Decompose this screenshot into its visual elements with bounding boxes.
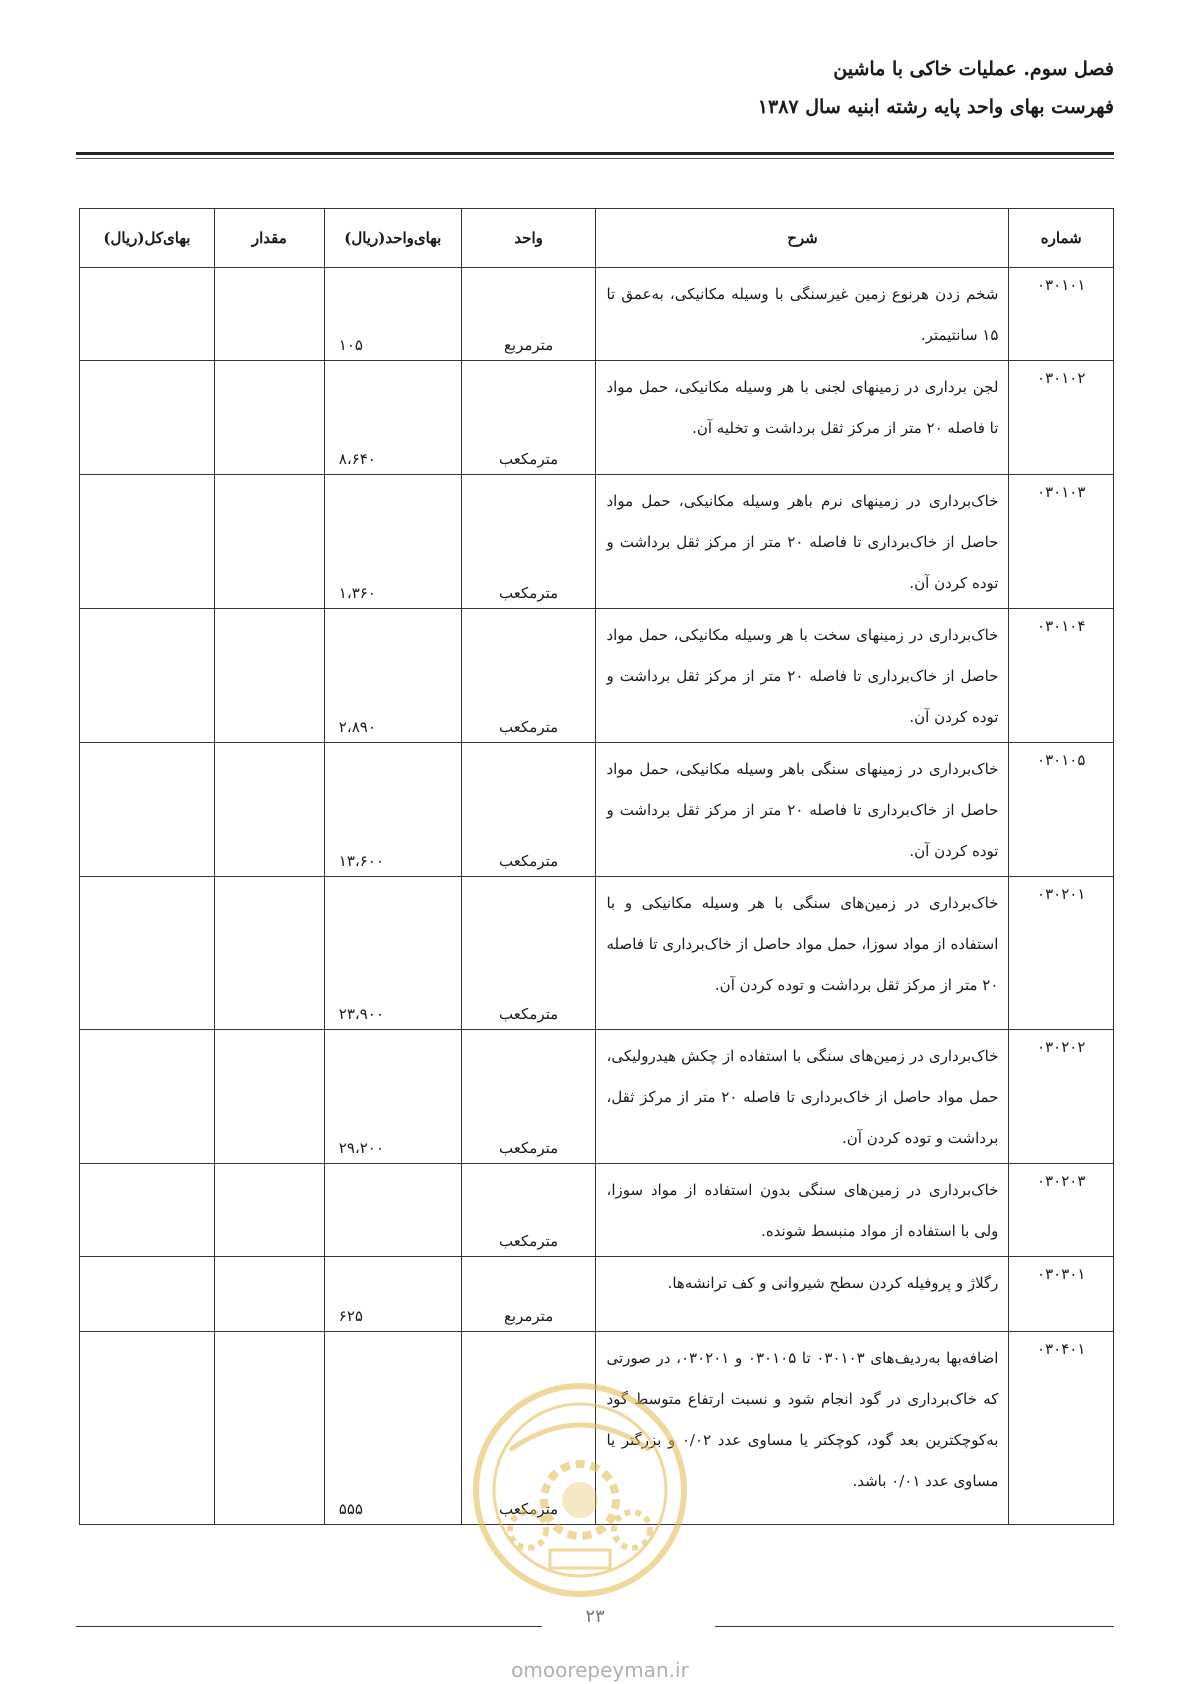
item-unit: مترمکعب bbox=[461, 475, 596, 609]
item-unit: مترمکعب bbox=[461, 877, 596, 1030]
footer-rule-right bbox=[715, 1626, 1114, 1627]
document-subtitle: فهرست بهای واحد پایه رشته ابنیه سال ۱۳۸۷ bbox=[757, 96, 1114, 118]
header-code: شماره bbox=[1009, 209, 1114, 268]
header-quantity: مقدار bbox=[214, 209, 324, 268]
site-watermark-text: omoorepeyman.ir bbox=[511, 1658, 689, 1682]
item-unit-price: ۲۹،۲۰۰ bbox=[324, 1030, 461, 1164]
item-total bbox=[80, 475, 215, 609]
item-quantity bbox=[214, 877, 324, 1030]
item-quantity bbox=[214, 1164, 324, 1257]
item-quantity bbox=[214, 1257, 324, 1332]
item-quantity bbox=[214, 609, 324, 743]
item-description: لجن برداری در زمینهای لجنی با هر وسیله مکانیکی، حمل مواد تا فاصله ۲۰ متر از مرکز ثقل برداشت و تخلیه آن. bbox=[596, 361, 1009, 475]
item-code: ۰۳۰۲۰۳ bbox=[1009, 1164, 1114, 1257]
item-total bbox=[80, 361, 215, 475]
item-code: ۰۳۰۱۰۴ bbox=[1009, 609, 1114, 743]
table-row bbox=[80, 268, 1114, 361]
item-quantity bbox=[214, 361, 324, 475]
item-quantity bbox=[214, 743, 324, 877]
item-description: خاک‌برداری در زمینهای سخت با هر وسیله مکانیکی، حمل مواد حاصل از خاک‌برداری تا فاصله ۲۰ متر از مرکز ثقل برداشت و توده کردن آن. bbox=[596, 609, 1009, 743]
header-total: بهای‌کل(ریال) bbox=[80, 209, 215, 268]
price-list-table bbox=[79, 208, 1114, 1525]
table-row bbox=[80, 609, 1114, 743]
item-unit-price: ۲۳،۹۰۰ bbox=[324, 877, 461, 1030]
chapter-title: فصل سوم. عملیات خاکی با ماشین bbox=[833, 58, 1114, 80]
item-quantity bbox=[214, 1332, 324, 1525]
item-total bbox=[80, 743, 215, 877]
header-rule-thin bbox=[76, 158, 1114, 159]
item-description: خاک‌برداری در زمینهای نرم باهر وسیله مکانیکی، حمل مواد حاصل از خاک‌برداری تا فاصله ۲۰ متر از مرکز ثقل برداشت و توده کردن آن. bbox=[596, 475, 1009, 609]
table-row bbox=[80, 1030, 1114, 1164]
item-description: اضافه‌بها به‌ردیف‌های ۰۳۰۱۰۳ تا ۰۳۰۱۰۵ و ۰۳۰۲۰۱، در صورتی که خاک‌برداری در گود انجام شود و نسبت ارتفاع متوسط گود به‌کوچکترین بعد گود، کوچکتر یا مساوی عدد ۰/۰۲ و بزرگتر یا مساوی عدد ۰/۰۱ باشد. bbox=[596, 1332, 1009, 1525]
item-unit: مترمکعب bbox=[461, 1030, 596, 1164]
item-code: ۰۳۰۱۰۱ bbox=[1009, 268, 1114, 361]
item-unit-price: ۶۲۵ bbox=[324, 1257, 461, 1332]
item-unit: مترمکعب bbox=[461, 743, 596, 877]
header-unit-price: بهای‌واحد(ریال) bbox=[324, 209, 461, 268]
item-total bbox=[80, 609, 215, 743]
item-code: ۰۳۰۱۰۲ bbox=[1009, 361, 1114, 475]
item-unit: مترمکعب bbox=[461, 361, 596, 475]
header-desc: شرح bbox=[596, 209, 1009, 268]
item-code: ۰۳۰۳۰۱ bbox=[1009, 1257, 1114, 1332]
table-row bbox=[80, 361, 1114, 475]
item-total bbox=[80, 1332, 215, 1525]
item-description: شخم زدن هرنوع زمین غیرسنگی با وسیله مکانیکی، به‌عمق تا ۱۵ سانتیمتر. bbox=[596, 268, 1009, 361]
item-unit: مترمکعب bbox=[461, 1332, 596, 1525]
item-total bbox=[80, 1164, 215, 1257]
item-total bbox=[80, 1257, 215, 1332]
item-unit: مترمکعب bbox=[461, 609, 596, 743]
item-code: ۰۳۰۱۰۳ bbox=[1009, 475, 1114, 609]
item-description: خاک‌برداری در زمینهای سنگی باهر وسیله مکانیکی، حمل مواد حاصل از خاک‌برداری تا فاصله ۲۰ متر از مرکز ثقل برداشت و توده کردن آن. bbox=[596, 743, 1009, 877]
item-quantity bbox=[214, 268, 324, 361]
item-unit-price: ۱۳،۶۰۰ bbox=[324, 743, 461, 877]
page-header bbox=[758, 58, 1114, 118]
item-code: ۰۳۰۱۰۵ bbox=[1009, 743, 1114, 877]
item-unit-price: ۸،۶۴۰ bbox=[324, 361, 461, 475]
header-rule-thick bbox=[76, 152, 1114, 155]
item-description: خاک‌برداری در زمین‌های سنگی بدون استفاده از مواد سوزا، ولی با استفاده از مواد منبسط شونده. bbox=[596, 1164, 1009, 1257]
page-number: ۲۳ bbox=[585, 1606, 605, 1627]
item-total bbox=[80, 268, 215, 361]
footer-rule-left bbox=[76, 1626, 542, 1627]
table-row bbox=[80, 877, 1114, 1030]
item-unit-price: ۵۵۵ bbox=[324, 1332, 461, 1525]
item-code: ۰۳۰۲۰۱ bbox=[1009, 877, 1114, 1030]
seal-watermark-icon bbox=[470, 1380, 690, 1600]
item-total bbox=[80, 1030, 215, 1164]
table-row bbox=[80, 743, 1114, 877]
item-description: رگلاژ و پروفیله کردن سطح شیروانی و کف ترانشه‌ها. bbox=[596, 1257, 1009, 1332]
item-quantity bbox=[214, 1030, 324, 1164]
item-unit-price: ۲،۸۹۰ bbox=[324, 609, 461, 743]
item-code: ۰۳۰۴۰۱ bbox=[1009, 1332, 1114, 1525]
item-unit: مترمربع bbox=[461, 1257, 596, 1332]
item-total bbox=[80, 877, 215, 1030]
item-unit-price bbox=[324, 1164, 461, 1257]
item-description: خاک‌برداری در زمین‌های سنگی با استفاده از چکش هیدرولیکی، حمل مواد حاصل از خاک‌برداری تا فاصله ۲۰ متر از مرکز ثقل، برداشت و توده کردن آن. bbox=[596, 1030, 1009, 1164]
header-unit: واحد bbox=[461, 209, 596, 268]
table-row bbox=[80, 1164, 1114, 1257]
item-unit: مترمکعب bbox=[461, 1164, 596, 1257]
item-unit-price: ۱۰۵ bbox=[324, 268, 461, 361]
item-unit: مترمربع bbox=[461, 268, 596, 361]
table-row bbox=[80, 475, 1114, 609]
table-header-row bbox=[80, 209, 1114, 268]
item-code: ۰۳۰۲۰۲ bbox=[1009, 1030, 1114, 1164]
item-quantity bbox=[214, 475, 324, 609]
item-description: خاک‌برداری در زمین‌های سنگی با هر وسیله مکانیکی و با استفاده از مواد سوزا، حمل مواد حاصل از خاک‌برداری تا فاصله ۲۰ متر از مرکز ثقل برداشت و توده کردن آن. bbox=[596, 877, 1009, 1030]
item-unit-price: ۱،۳۶۰ bbox=[324, 475, 461, 609]
table-row bbox=[80, 1257, 1114, 1332]
